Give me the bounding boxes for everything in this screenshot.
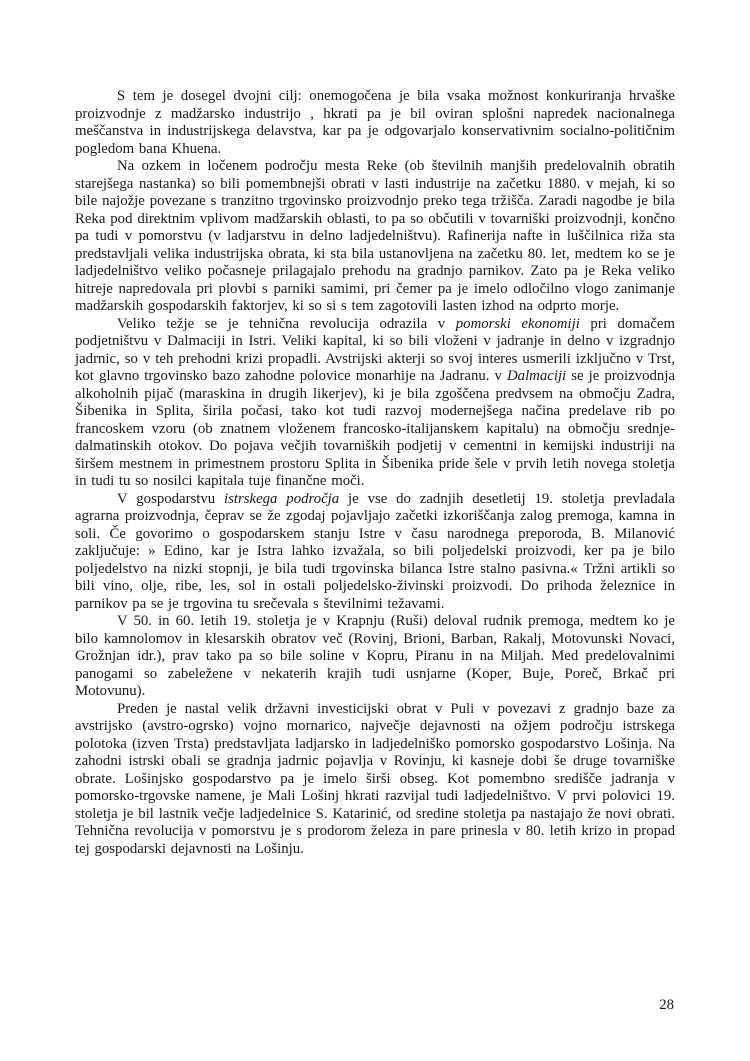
text-run: se je proizvodnja alkoholnih pijač (maraskina in drugih likerjev), ki je bila zgoščena predvsem na območju Zadra, Šibenika in Splita, širila počasi, tako kot tudi razvoj modernejšega načina predelave rib po francoskem vzoru (ob znatnem vloženem francosko-italijanskem kapitalu) na območju srednje-dalmatinskih otokov. Do pojava večjih tovarniških podjetij v cementni in kemijski industriji na širšem mestnem in primestnem prostoru Splita in Šibenika pride šele v prvih letih novega stoletja in tudi tu so nosilci kapitala tuje finančne moči.	[75, 368, 676, 489]
text-run: V gospodarstvu	[117, 490, 225, 507]
text-block	[75, 88, 675, 858]
text-run: V 50. in 60. letih 19. stoletja je v Krapnju (Ruši) deloval rudnik premoga, medtem ko je bilo kamnolomov in klesarskih obratov več (Rovinj, Brioni, Barban, Rakalj, Motovunski Novaci, Grožnjan idr.), prav tako pa so bile soline v Kopru, Piranu in na Miljah. Med predelovalnimi panogami so zabeležene v nekaterih krajih tudi usnjarne (Koper, Buje, Poreč, Brkač pri Motovunu).	[75, 613, 675, 699]
paragraph	[75, 88, 675, 158]
paragraph	[75, 316, 675, 491]
paragraph	[75, 158, 675, 316]
paragraph	[75, 701, 675, 859]
italic-text-run: istrskega področja	[224, 490, 340, 507]
paragraph	[75, 613, 675, 701]
text-run: je vse do zadnjih desetletij 19. stoletja prevladala agrarna proizvodnja, čeprav se že zgodaj pojavljajo začetki izkoriščanja zalog premoga, kamna in soli. Če govorimo o gospodarskem stanju Istre v času narodnega preporoda, B. Milanović zaključuje: » Edino, kar je Istra lahko izvažala, so bili poljedelski proizvodi, ker pa je bilo poljedelstvo na nizki stopnji, je bila tudi trgovinska bilanca Istre stalno pasivna.« Tržni artikli so bili vino, olje, ribe, les, sol in ostali poljedelsko-živinski proizvodi. Do prihoda železnice in parnikov pa se je trgovina tu srečevala s številnimi težavami.	[75, 490, 676, 612]
page-number: 28	[659, 997, 674, 1013]
text-run: pri domačem podjetništvu v Dalmaciji in Istri. Veliki kapital, ki so bili vloženi v jadranje in delno v izgradnjo jadrnic, so v teh prehodni krizi propadli. Avstrijski akterji so svoj interes usmerili izključno v Trst, kot glavno trgovinsko bazo zahodne polovice monarhije na Jadranu. v	[75, 315, 675, 384]
text-run: Na ozkem in ločenem področju mesta Reke (ob številnih manjših predelovalnih obratih starejšega nastanka) so bili pomembnejši obrati v lasti industrije na začetku 1880. v mejah, ki so bile najožje povezane s tranzitno trgovinsko proizvodnjo preko tega tržišča. Zaradi nagodbe je bila Reka pod direktnim vplivom madžarskih oblasti, to pa so občutili v tovarniški proizvodnji, končno pa tudi v pomorstvu (v ladjarstvu in delno ladjedelništvu). Rafinerija nafte in luščilnica riža sta predstavljali velika industrijska obrata, ki sta bila ustanovljena na začetku 80. let, medtem ko se je ladjedelništvo veliko počasneje prilagajalo prehodu na gradnjo parnikov. Zato pa je Reka veliko hitreje napredovala pri plovbi s parniki samimi, pri čemer pa je imelo odločilno vlogo zanimanje madžarskih gospodarskih faktorjev, ki so si s tem zagotovili lasten izhod na odprto morje.	[75, 158, 675, 314]
italic-text-run: Dalmaciji	[506, 368, 567, 384]
text-run: Preden je nastal velik državni investicijski obrat v Puli v povezavi z gradnjo baze za avstrijsko (avstro-ogrsko) vojno mornarico, največje dejavnosti na ožjem področju istrskega polotoka (izven Trsta) predstavljata ladjarsko in ladjedelniško pomorsko gospodarstvo Lošinja. Na zahodni istrski obali se gradnja jadrnic pojavlja v Rovinju, ki kasneje dobi še druge tovarniške obrate. Lošinjsko gospodarstvo pa je imelo širši obseg. Kot pomembno središče jadranja v pomorsko-trgovske namene, je Mali Lošinj hkrati razvijal tudi ladjedelništvo. V prvi polovici 19. stoletja je bil lastnik večje ladjedelnice S. Katarinić, od sredine stoletja pa nastajajo že novi obrati. Tehnična revolucija v pomorstvu je s prodorom železa in pare prinesla v 80. letih krizo in propad tej gospodarski dejavnosti na Lošinju.	[75, 700, 675, 857]
paragraph	[75, 491, 675, 614]
text-run: S tem je dosegel dvojni cilj: onemogočena je bila vsaka možnost konkuriranja hrvaške proizvodnje z madžarsko industrijo , hkrati pa je bil oviran splošni napredek nacionalnega meščanstva in industrijskega delavstva, kar pa je odgovarjalo konservativnim socialno-političnim pogledom bana Khuena.	[75, 88, 675, 157]
italic-text-run: pomorski ekonomiji	[455, 315, 580, 332]
text-run: Veliko težje se je tehnična revolucija odrazila v	[117, 315, 456, 332]
